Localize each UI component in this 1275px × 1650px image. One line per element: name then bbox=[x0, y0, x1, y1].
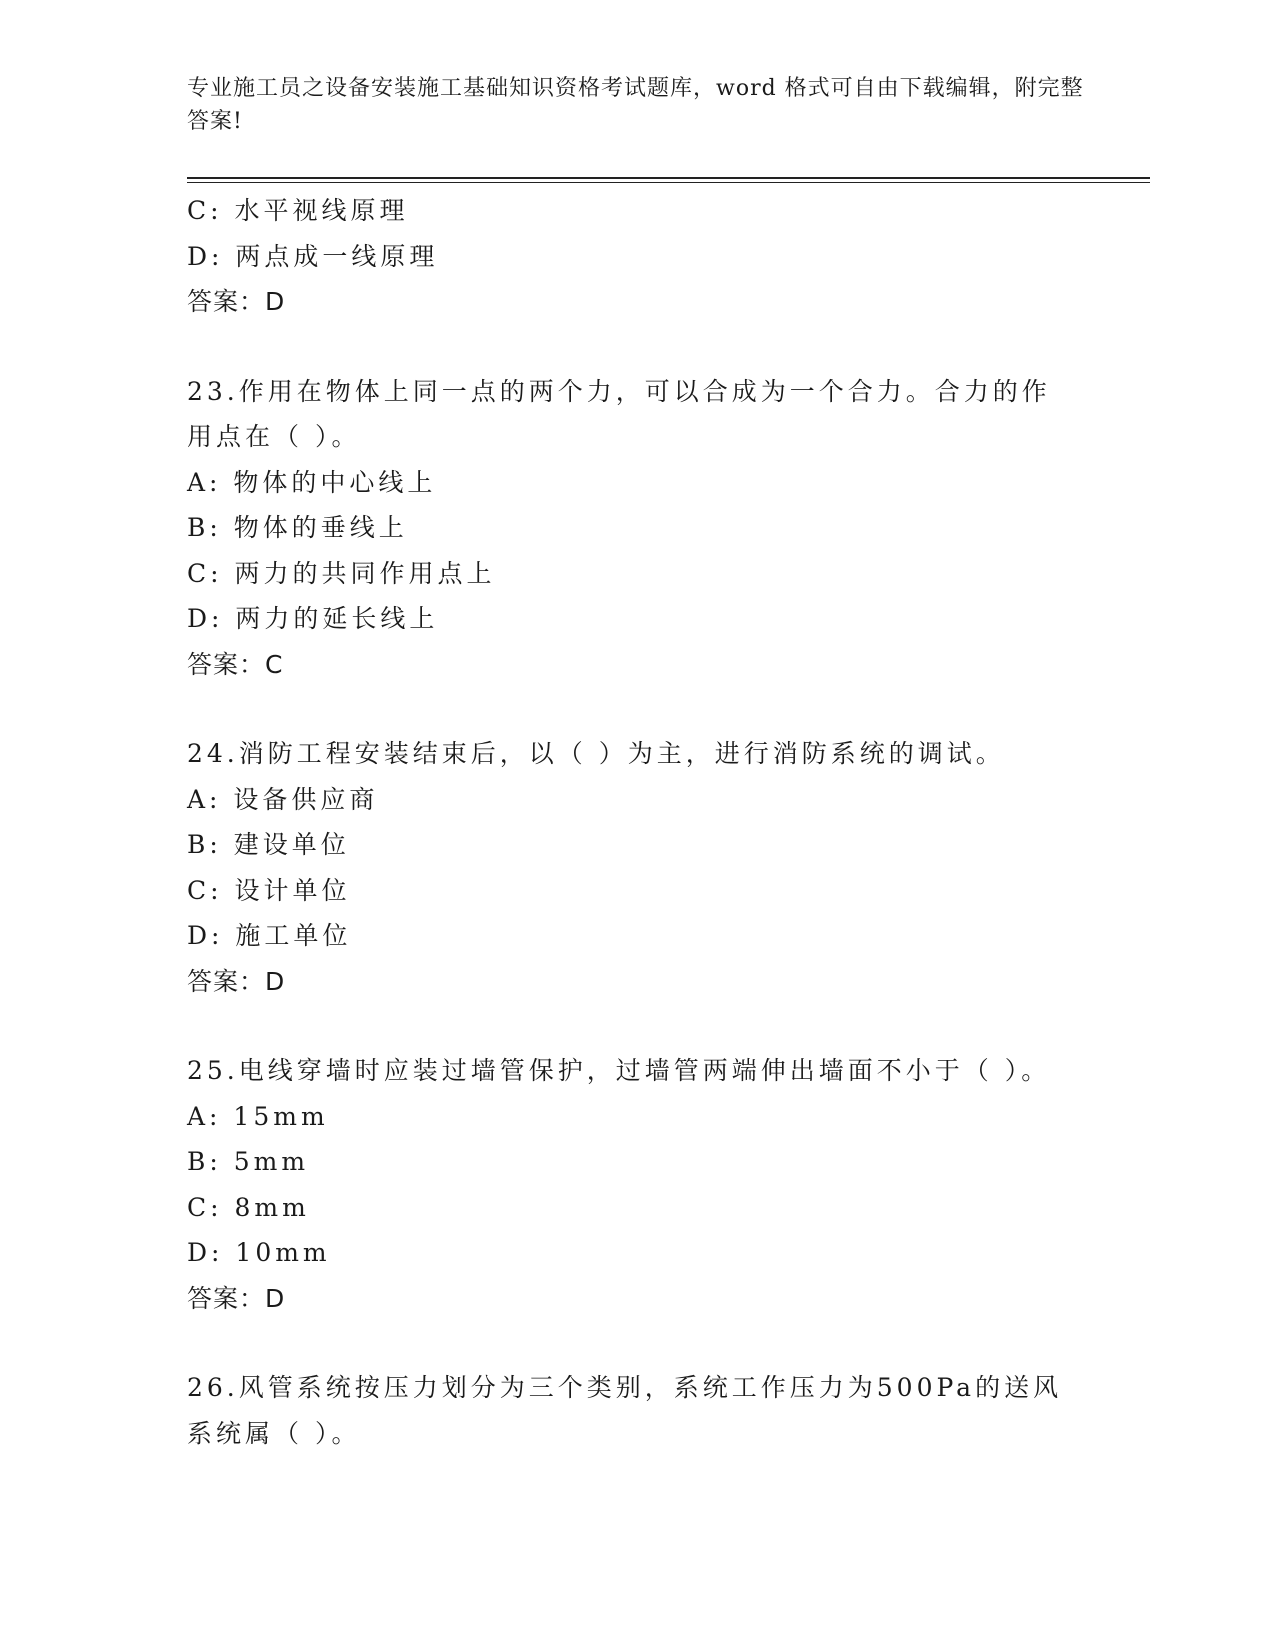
option-d: D: 10mm bbox=[187, 1238, 331, 1267]
option-d: D: 两点成一线原理 bbox=[187, 241, 439, 271]
option-b: B: 建设单位 bbox=[187, 830, 350, 859]
answer-line: 答案：D bbox=[187, 287, 286, 316]
question-text: 23.作用在物体上同一点的两个力，可以合成为一个合力。合力的作用点在（ ）。 bbox=[187, 376, 1051, 451]
option-b: B: 物体的垂线上 bbox=[187, 513, 408, 542]
option-c: C: 两力的共同作用点上 bbox=[187, 558, 496, 588]
question-24 bbox=[187, 731, 1087, 1004]
question-list bbox=[187, 188, 1087, 1456]
question-26 bbox=[187, 1365, 1087, 1456]
question-25 bbox=[187, 1048, 1087, 1321]
header-divider-thin bbox=[187, 182, 1150, 183]
option-c: C: 8mm bbox=[187, 1192, 310, 1222]
option-a: A: 物体的中心线上 bbox=[187, 467, 437, 497]
header-divider-thick bbox=[187, 177, 1150, 179]
spacer bbox=[187, 1004, 1087, 1048]
option-a: A: 15mm bbox=[187, 1101, 329, 1131]
option-a: A: 设备供应商 bbox=[187, 784, 379, 814]
spacer bbox=[187, 325, 1087, 369]
answer-line: 答案：D bbox=[187, 966, 286, 996]
spacer bbox=[187, 687, 1087, 731]
option-d: D: 两力的延长线上 bbox=[187, 604, 439, 633]
answer-line: 答案：D bbox=[187, 1283, 286, 1313]
option-c: C: 水平视线原理 bbox=[187, 196, 409, 225]
question-text: 26.风管系统按压力划分为三个类别，系统工作压力为500Pa的送风系统属（ ）。 bbox=[187, 1373, 1063, 1448]
option-d: D: 施工单位 bbox=[187, 921, 352, 950]
option-b: B: 5mm bbox=[187, 1147, 310, 1176]
answer-line: 答案：C bbox=[187, 649, 284, 679]
option-c: C: 设计单位 bbox=[187, 875, 351, 905]
question-22-tail bbox=[187, 188, 1087, 325]
spacer bbox=[187, 1321, 1087, 1365]
document-intro: 专业施工员之设备安装施工基础知识资格考试题库，word 格式可自由下载编辑，附完整答案! bbox=[187, 76, 1084, 134]
question-23 bbox=[187, 369, 1087, 688]
question-text: 25.电线穿墙时应装过墙管保护，过墙管两端伸出墙面不小于（ ）。 bbox=[187, 1056, 1051, 1085]
question-text: 24.消防工程安装结束后，以（ ）为主，进行消防系统的调试。 bbox=[187, 739, 1005, 768]
